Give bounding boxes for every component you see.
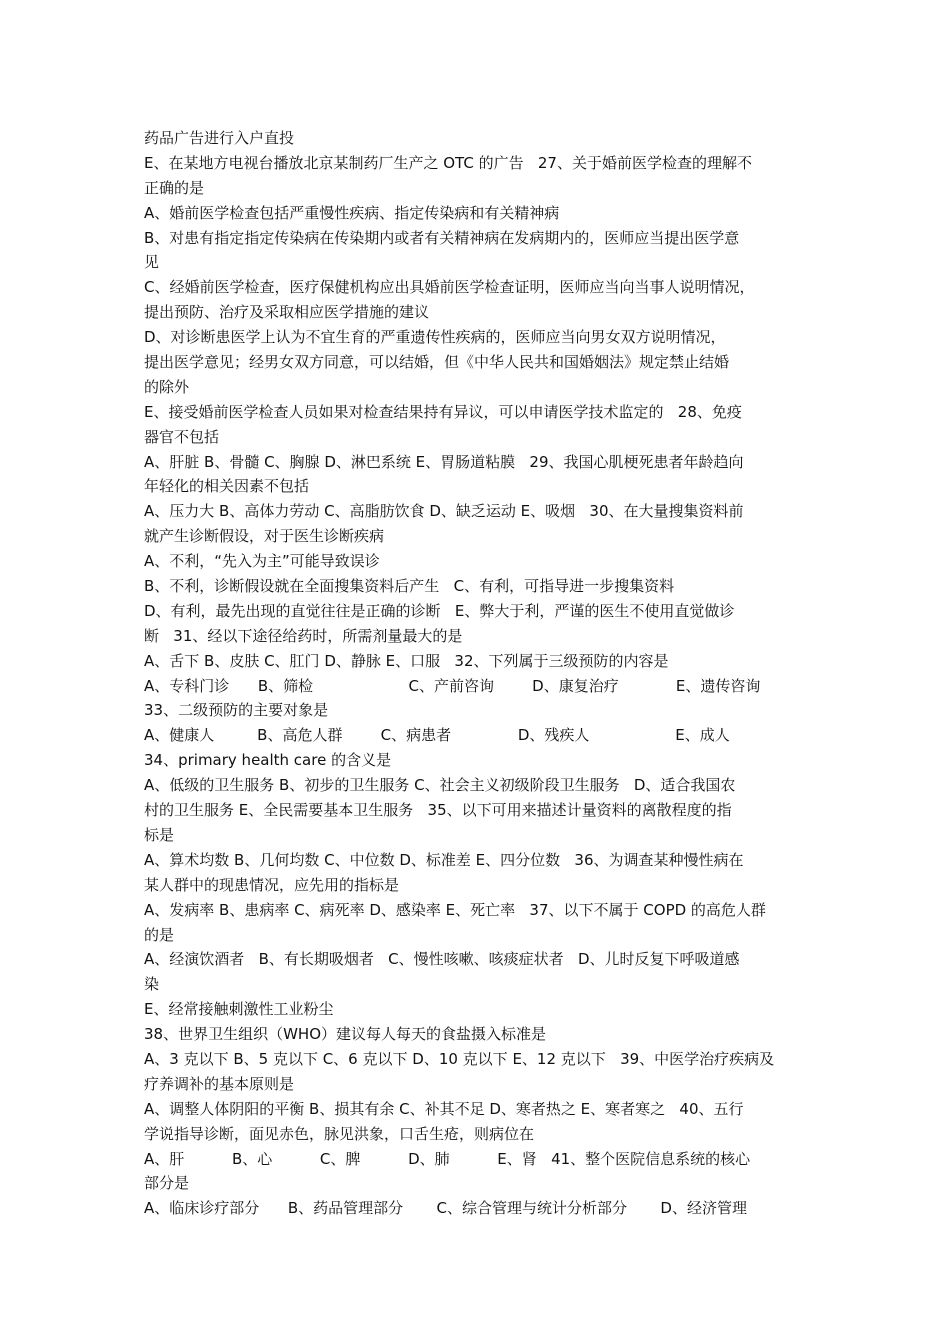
text-line: 断 31、经以下途径给药时，所需剂量最大的是 bbox=[144, 626, 463, 645]
text-line: A、专科门诊 B、筛检 C、产前咨询 D、康复治疗 E、遗传咨询 bbox=[144, 676, 761, 695]
text-line: A、婚前医学检查包括严重慢性疾病、指定传染病和有关精神病 bbox=[144, 203, 560, 222]
text-line: A、肝脏 B、骨髓 C、胸腺 D、淋巴系统 E、胃肠道粘膜 29、我国心肌梗死患者年龄趋向 bbox=[144, 452, 744, 471]
text-line: 34、primary health care 的含义是 bbox=[144, 751, 392, 770]
text-line: 染 bbox=[144, 975, 160, 994]
text-line: 正确的是 bbox=[144, 178, 205, 197]
text-line: 提出预防、治疗及采取相应医学措施的建议 bbox=[144, 303, 430, 322]
text-line: C、经婚前医学检查，医疗保健机构应出具婚前医学检查证明，医师应当向当事人说明情况， bbox=[144, 278, 755, 297]
text-line: D、对诊断患医学上认为不宜生育的严重遗传性疾病的，医师应当向男女双方说明情况， bbox=[144, 328, 726, 347]
text-line: E、在某地方电视台播放北京某制药厂生产之 OTC 的广告 27、关于婚前医学检查的理解不 bbox=[144, 153, 752, 172]
text-line: A、不利，“先入为主”可能导致误诊 bbox=[144, 552, 380, 571]
text-line: A、压力大 B、高体力劳动 C、高脂肪饮食 D、缺乏运动 E、吸烟 30、在大量搜集资料前 bbox=[144, 502, 744, 521]
text-line: A、低级的卫生服务 B、初步的卫生服务 C、社会主义初级阶段卫生服务 D、适合我国农 bbox=[144, 776, 736, 795]
text-line: D、有利，最先出现的直觉往往是正确的诊断 E、弊大于利，严谨的医生不使用直觉做诊 bbox=[144, 601, 735, 620]
text-line: B、对患有指定指定传染病在传染期内或者有关精神病在发病期内的，医师应当提出医学意 bbox=[144, 228, 740, 247]
text-line: 器官不包括 bbox=[144, 427, 220, 446]
text-line: 某人群中的现患情况，应先用的指标是 bbox=[144, 875, 400, 894]
text-line: 提出医学意见；经男女双方同意，可以结婚，但《中华人民共和国婚姻法》规定禁止结婚 bbox=[144, 353, 730, 372]
text-line: 33、二级预防的主要对象是 bbox=[144, 701, 329, 720]
text-line: A、调整人体阴阳的平衡 B、损其有余 C、补其不足 D、寒者热之 E、寒者寒之 40、五行 bbox=[144, 1099, 744, 1118]
text-line: A、临床诊疗部分 B、药品管理部分 C、综合管理与统计分析部分 D、经济管理 bbox=[144, 1199, 747, 1218]
text-line: 的除外 bbox=[144, 377, 190, 396]
text-line: 的是 bbox=[144, 925, 175, 944]
text-line: 学说指导诊断，面见赤色，脉见洪象，口舌生疮，则病位在 bbox=[144, 1124, 535, 1143]
text-line: E、接受婚前医学检查人员如果对检查结果持有异议，可以申请医学技术监定的 28、免疫 bbox=[144, 402, 742, 421]
text-line: A、肝 B、心 C、脾 D、肺 E、肾 41、整个医院信息系统的核心 bbox=[144, 1149, 751, 1168]
text-line: 年轻化的相关因素不包括 bbox=[144, 477, 310, 496]
text-line: B、不利，诊断假设就在全面搜集资料后产生 C、有利，可指导进一步搜集资料 bbox=[144, 577, 675, 596]
text-line: 村的卫生服务 E、全民需要基本卫生服务 35、以下可用来描述计量资料的离散程度的指 bbox=[144, 801, 732, 820]
text-line: A、发病率 B、患病率 C、病死率 D、感染率 E、死亡率 37、以下不属于 COPD 的高危人群 bbox=[144, 900, 766, 919]
text-line: 标是 bbox=[144, 825, 175, 844]
text-line: 38、世界卫生组织（WHO）建议每人每天的食盐摄入标准是 bbox=[144, 1025, 547, 1044]
text-line: A、健康人 B、高危人群 C、病患者 D、残疾人 E、成人 bbox=[144, 726, 730, 745]
text-line: 药品广告进行入户直投 bbox=[144, 129, 295, 147]
text-line: 就产生诊断假设，对于医生诊断疾病 bbox=[144, 527, 385, 546]
text-line: 部分是 bbox=[144, 1174, 190, 1193]
text-line: E、经常接触刺激性工业粉尘 bbox=[144, 1000, 334, 1019]
text-line: A、舌下 B、皮肤 C、肛门 D、静脉 E、口服 32、下列属于三级预防的内容是 bbox=[144, 651, 669, 670]
text-line: A、算术均数 B、几何均数 C、中位数 D、标准差 E、四分位数 36、为调查某种慢性病在 bbox=[144, 850, 744, 869]
text-line: A、经演饮酒者 B、有长期吸烟者 C、慢性咳嗽、咳痰症状者 D、儿时反复下呼吸道感 bbox=[144, 950, 740, 969]
text-line: 见 bbox=[144, 253, 160, 272]
document-body bbox=[144, 126, 816, 1221]
text-line: A、3 克以下 B、5 克以下 C、6 克以下 D、10 克以下 E、12 克以下 39、中医学治疗疾病及 bbox=[144, 1049, 775, 1068]
text-line: 疗养调补的基本原则是 bbox=[144, 1074, 295, 1093]
